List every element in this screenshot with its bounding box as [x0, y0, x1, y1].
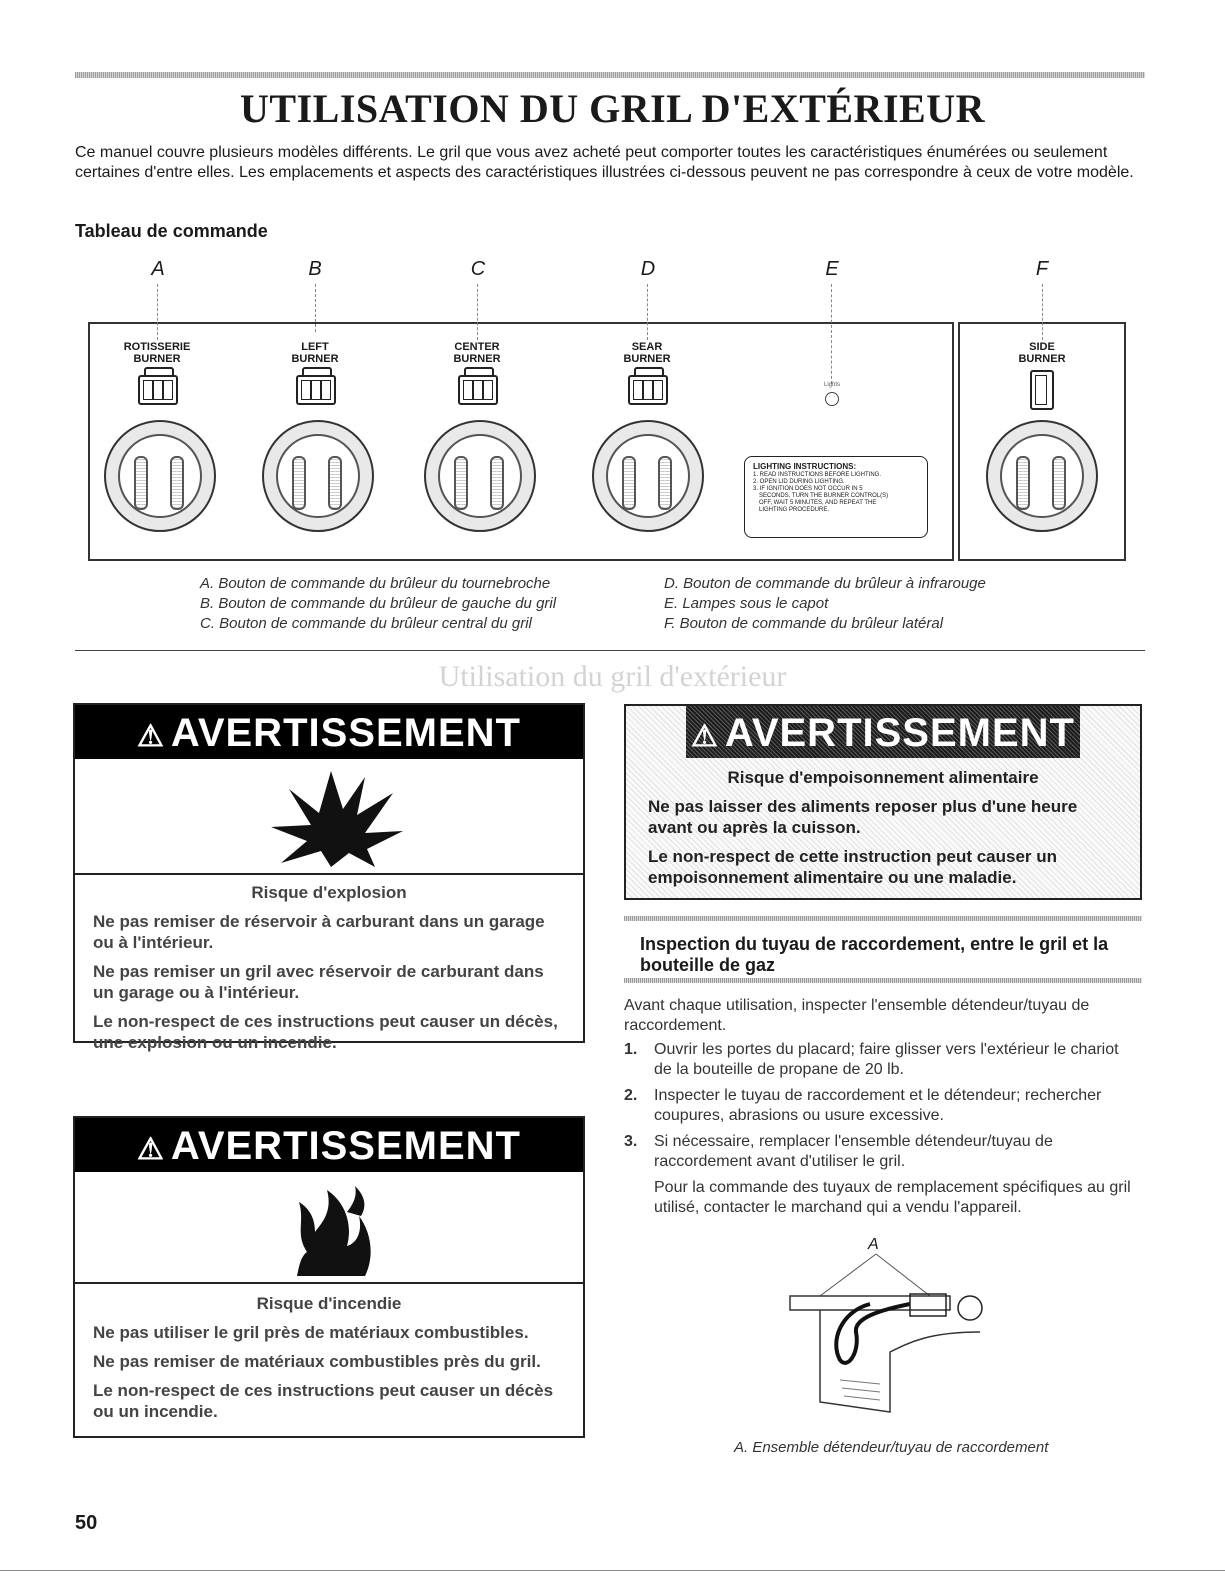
- indicator-window-center: [458, 375, 498, 405]
- callout-letter-c: C: [470, 258, 486, 280]
- leader-line-f: [1042, 284, 1043, 340]
- warning-triangle-icon: ⚠: [137, 720, 165, 753]
- warning-triangle-icon: ⚠: [137, 1133, 165, 1166]
- list-item: 2. Inspecter le tuyau de raccordement et le détendeur; rechercher coupures, abrasions ou usure excessive.: [624, 1087, 1102, 1124]
- lights-label: Lights: [823, 382, 840, 388]
- knob-left-burner[interactable]: [262, 420, 374, 532]
- inspection-rule-bottom: [624, 978, 1142, 983]
- indicator-window-rotisserie: [138, 375, 178, 405]
- warning-risk-title: Risque d'incendie: [256, 1294, 402, 1313]
- leader-line-c: [477, 284, 478, 340]
- page-title: UTILISATION DU GRIL D'EXTÉRIEUR: [240, 86, 985, 131]
- burner-label-center: CENTER BURNER: [453, 341, 501, 365]
- warning-header: ⚠ AVERTISSEMENT: [75, 705, 583, 759]
- inspection-note: Pour la commande des tuyaux de remplacement spécifiques au gril utilisé, contacter le marchand qui a vendu l'appareil.: [654, 1179, 1131, 1216]
- leader-line-a: [157, 284, 158, 340]
- inspection-rule-top: [624, 916, 1142, 921]
- figure-caption: A. Ensemble détendeur/tuyau de raccordement: [734, 1439, 1049, 1456]
- indicator-window-left: [296, 375, 336, 405]
- explosion-symbol: [75, 759, 583, 875]
- flame-icon: [75, 1172, 587, 1282]
- regulator-hose-illustration: [780, 1252, 1000, 1422]
- burner-label-sear: SEAR BURNER: [623, 341, 671, 365]
- captions-right: D. Bouton de commande du brûleur à infrarouge E. Lampes sous le capot F. Bouton de commande du brûleur latéral: [664, 575, 986, 632]
- warning-header: ⚠ AVERTISSEMENT: [686, 706, 1080, 758]
- warning-header: ⚠ AVERTISSEMENT: [75, 1118, 583, 1172]
- intro-paragraph: Ce manuel couvre plusieurs modèles différents. Le gril que vous avez acheté peut comporter toutes les caractéristiques énumérées ou seulement certaines d'entre elles. Les emplacements et aspects des caractéristiques illustrées ci-dessous peuvent ne pas correspondre à ceux de votre modèle.: [75, 144, 1134, 181]
- warning-risk-title: Risque d'empoisonnement alimentaire: [727, 768, 1039, 787]
- page-number: 50: [75, 1512, 98, 1534]
- burner-label-side: SIDE BURNER: [1018, 341, 1066, 365]
- figure-letter-a: A: [868, 1236, 879, 1253]
- indicator-window-side: [1030, 370, 1054, 410]
- callout-letter-d: D: [640, 258, 656, 280]
- control-panel-heading: Tableau de commande: [75, 221, 268, 241]
- callout-letter-b: B: [308, 258, 322, 280]
- inspection-intro: Avant chaque utilisation, inspecter l'ensemble détendeur/tuyau de raccordement.: [624, 997, 1090, 1034]
- indicator-window-sear: [628, 375, 668, 405]
- warning-food-poisoning: ⚠ AVERTISSEMENT Risque d'empoisonnement alimentaire Ne pas laisser des aliments reposer plus d'une heure avant ou après la cuisson. Le non-respect de cette instruction peut causer un empoisonnement alimentaire ou une maladie.: [624, 704, 1142, 900]
- knob-side-burner[interactable]: [986, 420, 1098, 532]
- lighting-instructions-plate: LIGHTING INSTRUCTIONS: 1. READ INSTRUCTIONS BEFORE LIGHTING. 2. OPEN LID DURING LIGHTING. 3. IF IGNITION DOES NOT OCCUR IN 5 SECONDS, TURN THE BURNER CONTROL(S) OFF, WAIT 5 MINUTES, AND REPEAT THE LIGHTING PROCEDURE.: [744, 456, 928, 538]
- top-rule: [75, 72, 1145, 78]
- list-item: 1. Ouvrir les portes du placard; faire glisser vers l'extérieur le chariot de la bouteille de propane de 20 lb.: [624, 1041, 1119, 1078]
- warning-triangle-icon: ⚠: [691, 720, 719, 753]
- burner-label-rotisserie: ROTISSERIE BURNER: [123, 341, 191, 365]
- leader-line-d: [647, 284, 648, 340]
- warning-fire: ⚠ AVERTISSEMENT Risque d'incendie Ne pas utiliser le gril près de matériaux combustibles. Ne pas remiser de matériaux combustibles près du gril. Le non-respect de ces instructions peut causer un décès ou un incendie.: [73, 1116, 585, 1438]
- knob-sear-burner[interactable]: [592, 420, 704, 532]
- list-item: 3. Si nécessaire, remplacer l'ensemble détendeur/tuyau de raccordement avant d'utiliser le gril.: [624, 1133, 1053, 1170]
- warning-risk-title: Risque d'explosion: [251, 883, 407, 902]
- warning-explosion: ⚠ AVERTISSEMENT Risque d'explosion Ne pas remiser de réservoir à carburant dans un garage ou à l'intérieur. Ne pas remiser un gril avec réservoir de carburant dans un garage ou à l'intérieur. Le non-respect de ces instructions peut causer un décès, une explosion ou un incendie.: [73, 703, 585, 1043]
- section-title: Utilisation du gril d'extérieur: [438, 660, 787, 693]
- section-divider: [75, 650, 1145, 651]
- knob-center-burner[interactable]: [424, 420, 536, 532]
- fire-symbol: [75, 1172, 583, 1284]
- captions-left: A. Bouton de commande du brûleur du tournebroche B. Bouton de commande du brûleur de gauche du gril C. Bouton de commande du brûleur central du gril: [200, 575, 557, 632]
- explosion-icon: [75, 759, 587, 873]
- bottom-rule: [0, 1570, 1225, 1571]
- inspection-steps: [624, 1040, 1139, 1178]
- knob-rotisserie-burner[interactable]: [104, 420, 216, 532]
- leader-line-e: [831, 284, 832, 384]
- leader-line-b: [315, 284, 316, 332]
- inspection-heading: Inspection du tuyau de raccordement, entre le gril et la bouteille de gaz: [640, 934, 1109, 975]
- burner-label-left: LEFT BURNER: [291, 341, 339, 365]
- callout-letter-a: A: [151, 258, 165, 280]
- callout-letter-e: E: [825, 258, 839, 280]
- callout-letter-f: F: [1035, 258, 1049, 280]
- lights-button[interactable]: [825, 392, 839, 406]
